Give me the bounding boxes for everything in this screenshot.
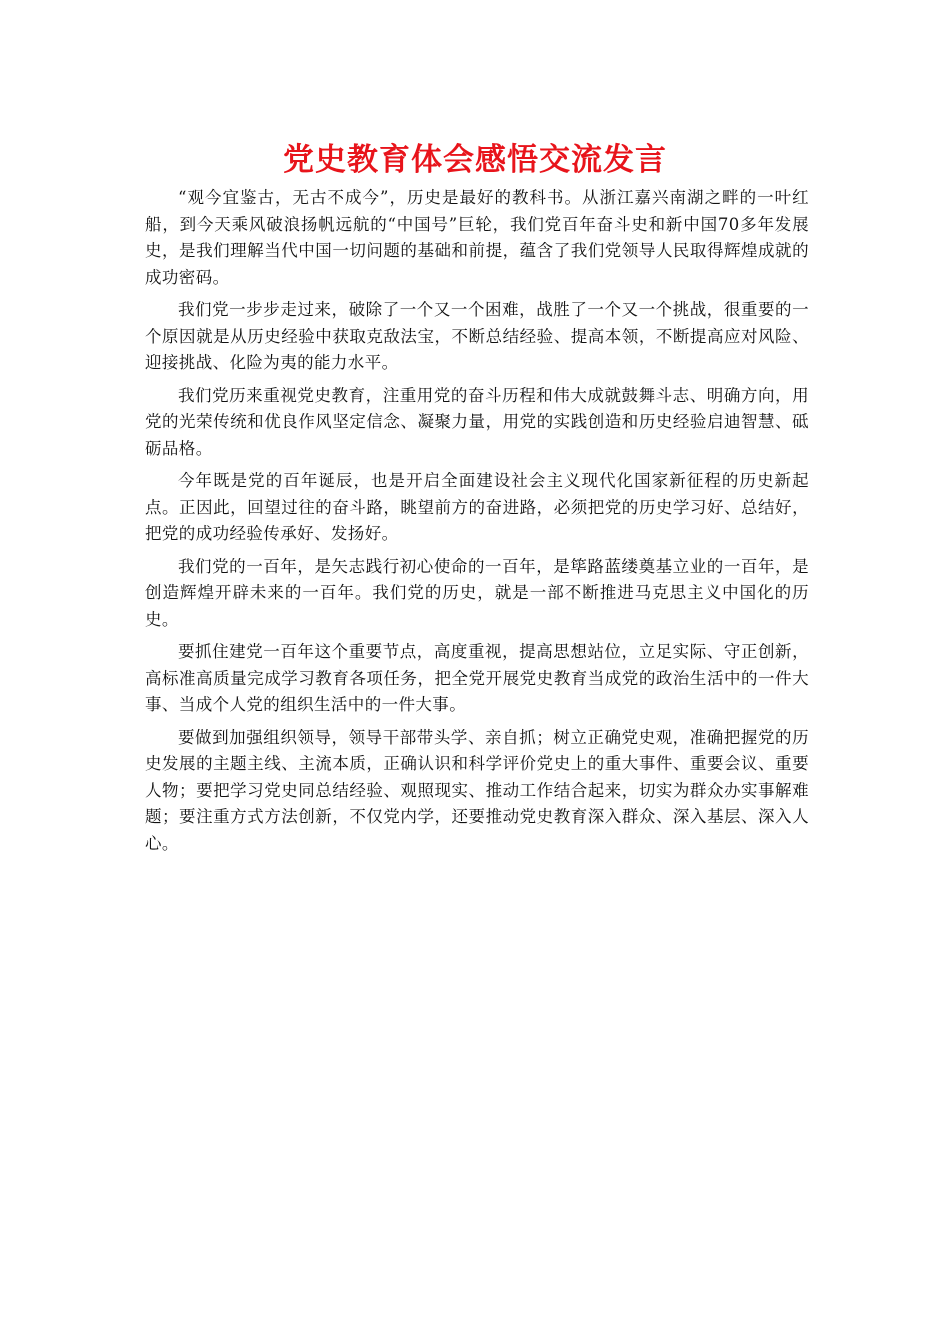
paragraph-2: 我们党一步步走过来，破除了一个又一个困难，战胜了一个又一个挑战，很重要的一个原因就是从历史经验中获取克敌法宝，不断总结经验、提高本领，不断提高应对风险、迎接挑战、化险为夷的能力水平。 [145,300,809,372]
document-title: 党史教育体会感悟交流发言 [283,142,667,178]
paragraph-3: 我们党历来重视党史教育，注重用党的奋斗历程和伟大成就鼓舞斗志、明确方向，用党的光荣传统和优良作风坚定信念、凝聚力量，用党的实践创造和历史经验启迪智慧、砥砺品格。 [145,385,809,458]
document-body [145,185,809,863]
paragraph-4: 今年既是党的百年诞辰，也是开启全面建设社会主义现代化国家新征程的历史新起点。正因此，回望过往的奋斗路，眺望前方的奋进路，必须把党的历史学习好、总结好，把党的成功经验传承好、发扬好。 [145,471,809,543]
paragraph-1: “观今宜鉴古，无古不成今”，历史是最好的教科书。从浙江嘉兴南湖之畔的一叶红船，到今天乘风破浪扬帆远航的“中国号”巨轮，我们党百年奋斗史和新中国70多年发展史，是我们理解当代中国一切问题的基础和前提，蕴含了我们党领导人民取得辉煌成就的成功密码。 [145,188,809,287]
paragraph-5: 我们党的一百年，是矢志践行初心使命的一百年，是筚路蓝缕奠基立业的一百年，是创造辉煌开辟未来的一百年。我们党的历史，就是一部不断推进马克思主义中国化的历史。 [145,556,809,629]
paragraph-7: 要做到加强组织领导，领导干部带头学、亲自抓；树立正确党史观，准确把握党的历史发展的主题主线、主流本质，正确认识和科学评价党史上的重大事件、重要会议、重要人物；要把学习党史同总结经验、观照现实、推动工作结合起来，切实为群众办实事解难题；要注重方式方法创新，不仅党内学，还要推动党史教育深入群众、深入基层、深入人心。 [145,727,809,853]
paragraph-6: 要抓住建党一百年这个重要节点，高度重视，提高思想站位，立足实际、守正创新，高标准高质量完成学习教育各项任务，把全党开展党史教育当成党的政治生活中的一件大事、当成个人党的组织生活中的一件大事。 [145,642,809,714]
